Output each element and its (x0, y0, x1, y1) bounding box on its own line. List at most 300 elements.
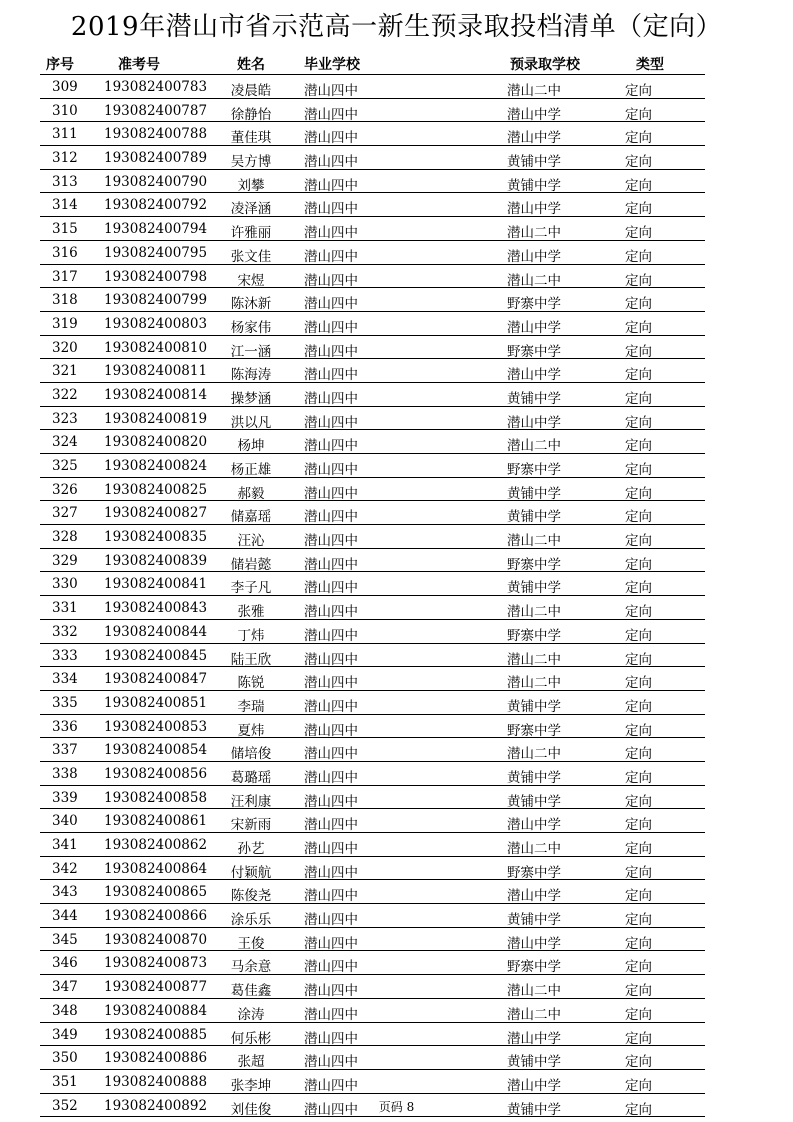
cell-id: 193082400787 (104, 102, 208, 119)
cell-no: 333 (52, 647, 78, 664)
cell-no: 343 (52, 884, 78, 901)
table-row (40, 857, 705, 881)
cell-no: 336 (52, 718, 78, 735)
cell-id: 193082400865 (104, 884, 208, 901)
cell-id: 193082400870 (104, 931, 208, 948)
table-row (40, 288, 705, 312)
cell-school: 潜山四中 (304, 627, 358, 644)
cell-school: 潜山四中 (304, 225, 358, 242)
cell-school: 潜山四中 (304, 177, 358, 194)
cell-type: 定向 (625, 390, 652, 407)
cell-id: 193082400820 (104, 434, 208, 451)
cell-name: 凌泽涵 (230, 201, 272, 218)
table-row (40, 833, 705, 857)
cell-name: 汪沁 (237, 533, 265, 550)
cell-target: 潜山中学 (507, 106, 561, 123)
cell-type: 定向 (625, 746, 652, 763)
cell-no: 320 (52, 339, 78, 356)
cell-school: 潜山四中 (304, 201, 358, 218)
cell-type: 定向 (625, 793, 652, 810)
cell-school: 潜山四中 (304, 983, 358, 1000)
cell-type: 定向 (625, 106, 652, 123)
cell-school: 潜山四中 (304, 675, 358, 692)
cell-id: 193082400892 (104, 1097, 208, 1114)
cell-no: 352 (52, 1097, 78, 1114)
cell-no: 331 (52, 600, 78, 617)
cell-no: 314 (52, 197, 78, 214)
table-row (40, 667, 705, 691)
cell-no: 319 (52, 315, 78, 332)
cell-school: 潜山四中 (304, 841, 358, 857)
cell-type: 定向 (625, 817, 652, 834)
cell-name: 郝毅 (237, 485, 265, 502)
cell-school: 潜山四中 (304, 556, 358, 573)
cell-type: 定向 (625, 509, 652, 526)
cell-target: 潜山中学 (507, 367, 561, 384)
cell-id: 193082400783 (104, 79, 208, 95)
cell-target: 黄铺中学 (507, 154, 561, 171)
cell-school: 潜山四中 (304, 106, 358, 123)
cell-no: 325 (52, 458, 78, 474)
table-row (40, 596, 705, 620)
table-row (40, 193, 705, 217)
cell-name: 葛璐瑶 (230, 769, 272, 786)
header-target: 预录取学校 (510, 57, 580, 73)
cell-no: 349 (52, 1026, 78, 1043)
table-row (40, 75, 705, 99)
cell-type: 定向 (625, 533, 652, 550)
table-row (40, 383, 705, 407)
cell-name: 张雅 (237, 604, 265, 621)
cell-no: 323 (52, 410, 78, 427)
table-row (40, 99, 705, 123)
cell-school: 潜山四中 (304, 604, 358, 621)
cell-id: 193082400862 (104, 837, 208, 853)
cell-no: 318 (52, 292, 78, 309)
cell-id: 193082400811 (104, 363, 208, 380)
table-row (40, 312, 705, 336)
cell-id: 193082400788 (104, 126, 208, 143)
cell-no: 339 (52, 789, 78, 806)
cell-name: 张超 (237, 1054, 265, 1071)
cell-school: 潜山四中 (304, 935, 358, 952)
cell-id: 193082400888 (104, 1073, 208, 1090)
cell-id: 193082400790 (104, 173, 208, 190)
cell-no: 313 (52, 173, 78, 190)
cell-type: 定向 (625, 651, 652, 668)
cell-target: 潜山中学 (507, 1030, 561, 1047)
cell-type: 定向 (625, 722, 652, 739)
cell-type: 定向 (625, 367, 652, 384)
cell-school: 潜山四中 (304, 1030, 358, 1047)
table-row (40, 620, 705, 644)
cell-target: 潜山中学 (507, 130, 561, 147)
table-row (40, 572, 705, 596)
cell-type: 定向 (625, 438, 652, 455)
cell-name: 张李坤 (230, 1077, 272, 1094)
cell-type: 定向 (625, 841, 652, 857)
cell-school: 潜山四中 (304, 1054, 358, 1071)
cell-id: 193082400810 (104, 339, 208, 356)
cell-type: 定向 (625, 1077, 652, 1094)
cell-school: 潜山四中 (304, 580, 358, 597)
header-name: 姓名 (237, 57, 265, 73)
cell-no: 330 (52, 576, 78, 593)
cell-id: 193082400886 (104, 1050, 208, 1067)
cell-name: 陈沐新 (230, 296, 272, 313)
table-row (40, 951, 705, 975)
cell-target: 潜山二中 (507, 1006, 561, 1023)
cell-name: 夏炜 (237, 722, 265, 739)
cell-target: 黄铺中学 (507, 769, 561, 786)
cell-no: 309 (52, 79, 78, 95)
cell-id: 193082400799 (104, 292, 208, 309)
cell-name: 付颖航 (230, 864, 272, 881)
cell-no: 334 (52, 671, 78, 688)
table-row (40, 715, 705, 739)
cell-school: 潜山四中 (304, 1006, 358, 1023)
cell-target: 野寨中学 (507, 462, 561, 478)
cell-type: 定向 (625, 154, 652, 171)
table-row (40, 430, 705, 454)
cell-type: 定向 (625, 130, 652, 147)
cell-no: 338 (52, 765, 78, 782)
cell-name: 汪利康 (230, 793, 272, 810)
cell-target: 潜山中学 (507, 248, 561, 265)
cell-school: 潜山四中 (304, 651, 358, 668)
cell-id: 193082400851 (104, 694, 208, 711)
cell-type: 定向 (625, 1054, 652, 1071)
cell-target: 黄铺中学 (507, 793, 561, 810)
cell-name: 丁炜 (237, 627, 265, 644)
cell-name: 刘攀 (237, 177, 265, 194)
header-no: 序号 (46, 57, 74, 73)
cell-name: 凌晨皓 (230, 83, 272, 99)
cell-school: 潜山四中 (304, 722, 358, 739)
cell-type: 定向 (625, 912, 652, 929)
cell-no: 312 (52, 150, 78, 167)
cell-no: 322 (52, 386, 78, 403)
cell-type: 定向 (625, 1101, 652, 1118)
cell-id: 193082400866 (104, 908, 208, 925)
table-row (40, 786, 705, 810)
cell-id: 193082400858 (104, 789, 208, 806)
cell-id: 193082400844 (104, 623, 208, 640)
table-row (40, 525, 705, 549)
cell-target: 潜山中学 (507, 319, 561, 336)
cell-school: 潜山四中 (304, 83, 358, 99)
cell-school: 潜山四中 (304, 746, 358, 763)
cell-name: 涂涛 (237, 1006, 265, 1023)
cell-name: 张文佳 (230, 248, 272, 265)
cell-school: 潜山四中 (304, 390, 358, 407)
cell-no: 345 (52, 931, 78, 948)
cell-no: 317 (52, 268, 78, 285)
table-row (40, 975, 705, 999)
table-row (40, 336, 705, 360)
cell-name: 何乐彬 (230, 1030, 272, 1047)
cell-no: 350 (52, 1050, 78, 1067)
cell-no: 315 (52, 221, 78, 238)
cell-school: 潜山四中 (304, 769, 358, 786)
table-row (40, 1046, 705, 1070)
cell-type: 定向 (625, 225, 652, 242)
cell-id: 193082400873 (104, 955, 208, 972)
cell-target: 黄铺中学 (507, 1054, 561, 1071)
cell-school: 潜山四中 (304, 343, 358, 360)
cell-type: 定向 (625, 698, 652, 715)
cell-target: 野寨中学 (507, 296, 561, 313)
cell-id: 193082400845 (104, 647, 208, 664)
table-row (40, 1070, 705, 1094)
table-row (40, 762, 705, 786)
cell-no: 310 (52, 102, 78, 119)
cell-id: 193082400843 (104, 600, 208, 617)
cell-target: 潜山中学 (507, 201, 561, 218)
table-row (40, 265, 705, 289)
cell-no: 311 (52, 126, 78, 143)
cell-target: 黄铺中学 (507, 912, 561, 929)
cell-school: 潜山四中 (304, 864, 358, 881)
cell-id: 193082400877 (104, 979, 208, 996)
cell-target: 潜山二中 (507, 675, 561, 692)
cell-no: 351 (52, 1073, 78, 1090)
cell-id: 193082400847 (104, 671, 208, 688)
cell-school: 潜山四中 (304, 248, 358, 265)
cell-name: 陈俊尧 (230, 888, 272, 905)
cell-school: 潜山四中 (304, 509, 358, 526)
cell-target: 潜山二中 (507, 604, 561, 621)
cell-no: 337 (52, 742, 78, 759)
table-row (40, 691, 705, 715)
cell-name: 吴方博 (230, 154, 272, 171)
cell-no: 340 (52, 813, 78, 830)
cell-no: 324 (52, 434, 78, 451)
cell-no: 316 (52, 244, 78, 261)
cell-name: 宋煜 (237, 272, 265, 289)
cell-name: 涂乐乐 (230, 912, 272, 929)
cell-name: 董佳琪 (230, 130, 272, 147)
header-type: 类型 (636, 57, 664, 73)
cell-name: 陆王欣 (230, 651, 272, 668)
cell-id: 193082400803 (104, 315, 208, 332)
table-row (40, 146, 705, 170)
cell-name: 储岩懿 (230, 556, 272, 573)
table-row (40, 904, 705, 928)
cell-name: 王俊 (237, 935, 265, 952)
cell-target: 潜山二中 (507, 533, 561, 550)
cell-name: 洪以凡 (230, 414, 272, 431)
table-row (40, 644, 705, 668)
cell-name: 许雅丽 (230, 225, 272, 242)
cell-target: 黄铺中学 (507, 698, 561, 715)
cell-id: 193082400798 (104, 268, 208, 285)
cell-target: 黄铺中学 (507, 485, 561, 502)
cell-type: 定向 (625, 580, 652, 597)
cell-school: 潜山四中 (304, 154, 358, 171)
cell-name: 孙艺 (237, 841, 265, 857)
cell-target: 野寨中学 (507, 959, 561, 976)
page-number: 页码 8 (378, 1100, 415, 1114)
table-row (40, 928, 705, 952)
cell-id: 193082400824 (104, 458, 208, 474)
table-header (40, 52, 705, 75)
cell-target: 野寨中学 (507, 556, 561, 573)
table-row (40, 407, 705, 431)
cell-name: 徐静怡 (230, 106, 272, 123)
cell-type: 定向 (625, 983, 652, 1000)
cell-no: 327 (52, 505, 78, 522)
cell-name: 操梦涵 (230, 390, 272, 407)
cell-no: 341 (52, 837, 78, 853)
cell-id: 193082400794 (104, 221, 208, 238)
cell-name: 刘佳俊 (230, 1101, 272, 1118)
cell-type: 定向 (625, 675, 652, 692)
cell-id: 193082400814 (104, 386, 208, 403)
table-row (40, 738, 705, 762)
cell-type: 定向 (625, 248, 652, 265)
cell-type: 定向 (625, 959, 652, 976)
cell-target: 黄铺中学 (507, 580, 561, 597)
table-row (40, 549, 705, 573)
cell-school: 潜山四中 (304, 319, 358, 336)
cell-school: 潜山四中 (304, 367, 358, 384)
cell-no: 335 (52, 694, 78, 711)
table-row (40, 478, 705, 502)
cell-id: 193082400856 (104, 765, 208, 782)
cell-no: 344 (52, 908, 78, 925)
table-row (40, 217, 705, 241)
cell-id: 193082400853 (104, 718, 208, 735)
cell-id: 193082400884 (104, 1002, 208, 1019)
cell-type: 定向 (625, 1006, 652, 1023)
cell-id: 193082400795 (104, 244, 208, 261)
cell-id: 193082400861 (104, 813, 208, 830)
cell-type: 定向 (625, 83, 652, 99)
cell-id: 193082400864 (104, 860, 208, 877)
cell-target: 潜山二中 (507, 83, 561, 99)
cell-target: 潜山中学 (507, 414, 561, 431)
cell-school: 潜山四中 (304, 698, 358, 715)
cell-school: 潜山四中 (304, 817, 358, 834)
cell-target: 潜山二中 (507, 841, 561, 857)
cell-type: 定向 (625, 296, 652, 313)
cell-type: 定向 (625, 604, 652, 621)
cell-school: 潜山四中 (304, 130, 358, 147)
cell-no: 328 (52, 529, 78, 546)
cell-target: 野寨中学 (507, 864, 561, 881)
cell-name: 杨正雄 (230, 462, 272, 478)
cell-target: 潜山中学 (507, 817, 561, 834)
table-row (40, 454, 705, 478)
cell-school: 潜山四中 (304, 533, 358, 550)
cell-type: 定向 (625, 343, 652, 360)
cell-target: 潜山中学 (507, 888, 561, 905)
cell-id: 193082400827 (104, 505, 208, 522)
cell-id: 193082400835 (104, 529, 208, 546)
cell-target: 潜山二中 (507, 438, 561, 455)
cell-name: 杨坤 (237, 438, 265, 455)
cell-target: 潜山中学 (507, 935, 561, 952)
table-row (40, 170, 705, 194)
table-row (40, 359, 705, 383)
cell-no: 347 (52, 979, 78, 996)
header-id: 准考号 (118, 57, 160, 73)
page-title: 2019年潜山市省示范高一新生预录取投档清单（定向） (70, 12, 723, 42)
cell-school: 潜山四中 (304, 793, 358, 810)
cell-name: 储嘉瑶 (230, 509, 272, 526)
cell-target: 潜山中学 (507, 1077, 561, 1094)
cell-target: 野寨中学 (507, 722, 561, 739)
cell-target: 潜山二中 (507, 225, 561, 242)
cell-name: 江一涵 (230, 343, 272, 360)
table-row (40, 880, 705, 904)
cell-school: 潜山四中 (304, 888, 358, 905)
cell-name: 葛佳鑫 (230, 983, 272, 1000)
cell-id: 193082400841 (104, 576, 208, 593)
cell-type: 定向 (625, 201, 652, 218)
cell-type: 定向 (625, 627, 652, 644)
cell-id: 193082400819 (104, 410, 208, 427)
cell-id: 193082400854 (104, 742, 208, 759)
cell-school: 潜山四中 (304, 296, 358, 313)
cell-name: 宋新雨 (230, 817, 272, 834)
cell-target: 黄铺中学 (507, 390, 561, 407)
cell-name: 李子凡 (230, 580, 272, 597)
table-row (40, 501, 705, 525)
cell-type: 定向 (625, 319, 652, 336)
cell-type: 定向 (625, 462, 652, 478)
cell-school: 潜山四中 (304, 462, 358, 478)
cell-name: 陈海涛 (230, 367, 272, 384)
cell-no: 346 (52, 955, 78, 972)
table-row (40, 1023, 705, 1047)
cell-id: 193082400789 (104, 150, 208, 167)
table-row (40, 241, 705, 265)
cell-type: 定向 (625, 1030, 652, 1047)
cell-school: 潜山四中 (304, 272, 358, 289)
cell-name: 李瑞 (237, 698, 265, 715)
cell-type: 定向 (625, 556, 652, 573)
cell-target: 黄铺中学 (507, 177, 561, 194)
cell-name: 马余意 (230, 959, 272, 976)
table-body (40, 75, 705, 1117)
header-school: 毕业学校 (304, 57, 360, 73)
cell-school: 潜山四中 (304, 414, 358, 431)
cell-type: 定向 (625, 935, 652, 952)
cell-type: 定向 (625, 485, 652, 502)
cell-type: 定向 (625, 769, 652, 786)
cell-no: 342 (52, 860, 78, 877)
cell-target: 潜山二中 (507, 272, 561, 289)
cell-id: 193082400885 (104, 1026, 208, 1043)
cell-target: 野寨中学 (507, 343, 561, 360)
cell-id: 193082400792 (104, 197, 208, 214)
cell-school: 潜山四中 (304, 1101, 358, 1118)
cell-target: 野寨中学 (507, 627, 561, 644)
cell-target: 黄铺中学 (507, 509, 561, 526)
cell-target: 潜山二中 (507, 746, 561, 763)
cell-school: 潜山四中 (304, 438, 358, 455)
cell-name: 杨家伟 (230, 319, 272, 336)
cell-target: 黄铺中学 (507, 1101, 561, 1118)
admission-table (40, 52, 705, 1117)
cell-type: 定向 (625, 272, 652, 289)
cell-type: 定向 (625, 864, 652, 881)
cell-type: 定向 (625, 414, 652, 431)
cell-name: 陈锐 (237, 675, 265, 692)
cell-no: 326 (52, 481, 78, 498)
